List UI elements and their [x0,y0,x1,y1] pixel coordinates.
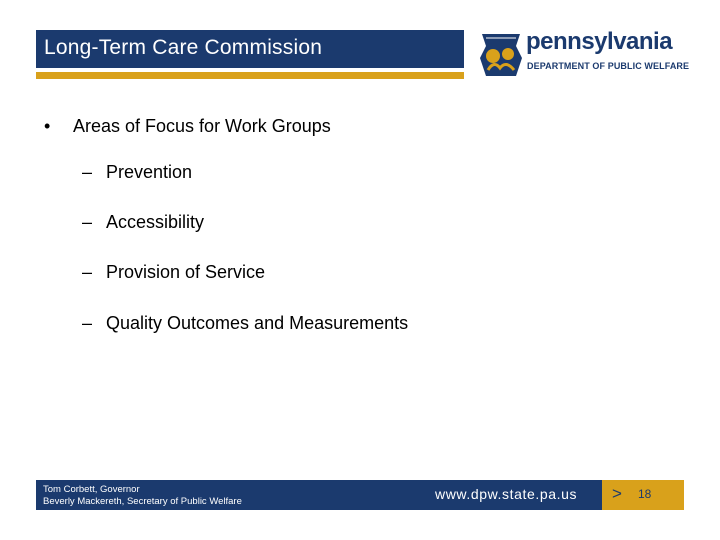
main-bullet-text: Areas of Focus for Work Groups [73,116,331,136]
logo-department: DEPARTMENT OF PUBLIC WELFARE [527,61,690,71]
sub-item [82,313,408,334]
slide-title: Long-Term Care Commission [44,36,323,59]
sub-item [82,212,204,233]
sub-item-label: Quality Outcomes and Measurements [106,313,409,333]
pennsylvania-logo [478,30,690,80]
dash-icon: – [82,212,93,232]
logo-wordmark: pennsylvania [526,28,673,55]
sub-item-label: Prevention [106,162,193,182]
sub-item [82,262,265,283]
next-arrow-icon[interactable]: > [612,484,622,503]
dash-icon: – [82,313,93,333]
sub-item [82,162,192,183]
page-number: 18 [638,487,652,501]
title-underline [36,72,464,79]
footer-website-box [426,480,602,510]
dash-icon: – [82,262,93,282]
sub-item-label: Provision of Service [106,262,266,282]
footer-page-box [602,480,684,510]
keystone-icon [478,30,524,80]
sub-item-label: Accessibility [106,212,205,232]
dash-icon: – [82,162,93,182]
footer-governor: Tom Corbett, Governor [43,484,140,495]
footer-officials [36,480,426,510]
title-bar [36,30,464,68]
footer-secretary: Beverly Mackereth, Secretary of Public Welfare [43,496,242,507]
bullet-icon: • [44,116,51,136]
footer-website-link[interactable]: www.dpw.state.pa.us [435,486,578,502]
